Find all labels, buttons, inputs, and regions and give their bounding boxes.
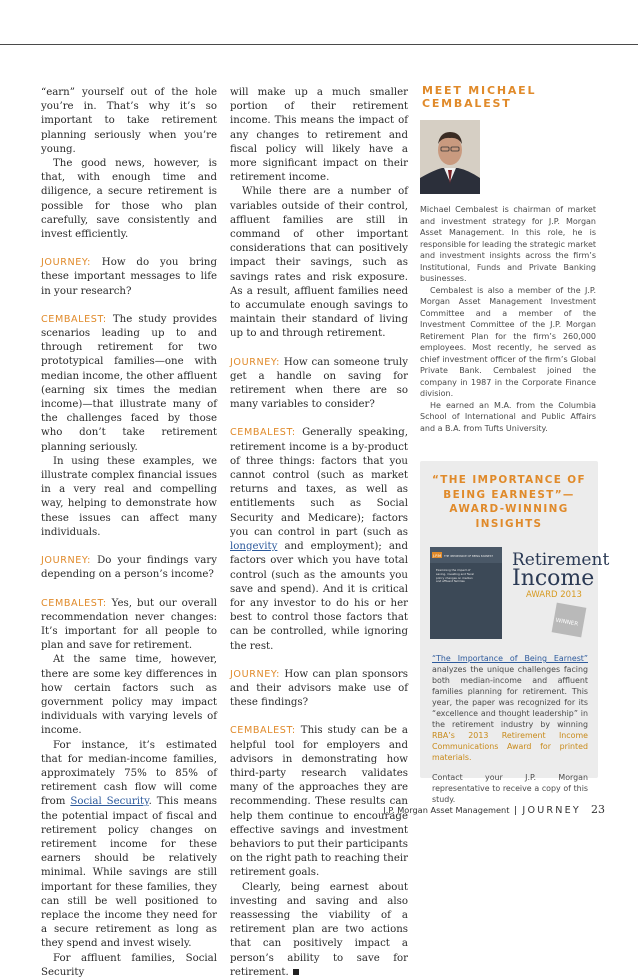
end-of-article-mark <box>293 969 299 975</box>
paragraph: In using these examples, we illustrate complex financial issues in a very real and compelling way, helping to demonstrate how these issues can affect many individuals. <box>41 455 217 538</box>
interviewer-label: JOURNEY: <box>41 555 91 567</box>
award-box <box>420 461 610 804</box>
article-column-2 <box>230 86 408 980</box>
question <box>230 668 408 711</box>
question-text: How do you bring these important messages to life in your research? <box>41 257 217 297</box>
paragraph: will make up a much smaller portion of their retirement income. This means the impact of any changes to retirement and fiscal policy will likely have a more significant impact on their retirement income. <box>230 87 408 184</box>
logo-line-2: Income <box>512 566 595 591</box>
question-text: Do your findings vary depending on a person’s income? <box>41 555 217 581</box>
paragraph: At the same time, however, there are some key differences in how certain factors such as government policy may impact individuals with varying levels of income. <box>41 654 217 737</box>
question <box>41 554 217 582</box>
question <box>230 356 408 413</box>
retirement-income-award-logo <box>508 543 610 643</box>
sidebar-title: MEET MICHAEL CEMBALEST <box>422 84 537 110</box>
publisher-name: J.P. Morgan Asset Management <box>383 805 510 815</box>
header-rule <box>0 44 638 45</box>
interviewee-label: CEMBALEST: <box>41 313 107 325</box>
paragraph-text: For instance, it’s estimated that for median-income families, approximately 75% to 85% of retirement cash flow will come from <box>41 739 217 808</box>
report-title-link[interactable]: “The Importance of Being Earnest” <box>432 654 588 663</box>
contact-paragraph: Contact your J.P. Morgan representative to receive a copy of this study. <box>432 773 588 804</box>
biography <box>420 204 596 434</box>
answer <box>230 724 408 880</box>
report-cover-image <box>430 547 502 639</box>
page-footer <box>383 803 605 816</box>
bio-paragraph: Michael Cembalest is chairman of market and investment strategy for J.P. Morgan Asset Management. In this role, he is responsible for leading the strategic market and investment insights across the firm’s Institutional, Funds and Private Banking businesses. <box>420 205 596 283</box>
answer <box>41 597 217 654</box>
interviewee-label: CEMBALEST: <box>230 725 296 737</box>
interviewee-label: CEMBALEST: <box>230 427 296 439</box>
paragraph: The good news, however, is that, with enough time and diligence, a secure retirement is possible for those who plan carefully, save consistently and invest efficiently. <box>41 158 217 241</box>
award-highlight: RBA’s 2013 Retirement Income Communications Award for printed materials. <box>432 731 588 762</box>
logo-badge: WINNER <box>555 617 579 628</box>
paragraph-text: . This means the potential impact of fiscal and retirement policy changes on retirement income for these earners should be relatively minimal. While savings are still important for these families, they can still be well positioned to replace the income they need for a secure retirement as long as they spend and invest wisely. <box>41 796 217 950</box>
answer-text: Generally speaking, retirement income is a by-product of three things: factors that you cannot control (such as market returns and taxes, as well as entitlements such as Social Security and Medicare); factors you can control in part (such as <box>230 427 408 538</box>
logo-line-1: Retirement <box>512 550 610 570</box>
award-title: “THE IMPORTANCE OF BEING EARNEST”— AWARD-WINNING INSIGHTS <box>431 474 586 530</box>
page-number: 23 <box>591 803 605 816</box>
interviewer-label: JOURNEY: <box>230 356 280 368</box>
longevity-link[interactable]: longevity <box>230 541 278 553</box>
portrait-photo <box>420 120 480 194</box>
paragraph: While there are a number of variables outside of their control, affluent families are still in command of other important considerations that can positively impact their savings, such as savings rates and risk exposure. As a result, affluent families need to accumulate enough savings to maintain their standard of living up to and through retirement. <box>230 186 408 340</box>
interviewee-label: CEMBALEST: <box>41 597 107 609</box>
paragraph: “earn” yourself out of the hole you’re in. That’s why it’s so important to take retirement planning seriously when you’re young. <box>41 87 217 155</box>
interviewer-label: JOURNEY: <box>41 257 91 269</box>
question-text: How can plan sponsors and their advisors make use of these findings? <box>230 668 408 709</box>
award-text: analyzes the unique challenges facing both median-income and affluent families planning for retirement. This year, the paper was recognized for its “excellence and thought leadership” in the retirement industry by winning <box>432 665 588 729</box>
bio-paragraph: He earned an M.A. from the Columbia School of International and Public Affairs and a B.A. from Tufts University. <box>420 400 596 433</box>
cover-tag: J.P.M <box>433 554 442 558</box>
top-header-band <box>38 0 638 46</box>
answer-text: The study provides scenarios leading up to and through retirement for two prototypical families—one with median income, the other affluent (earning six times the median income)—that illustrate many of the challenges faced by those who don’t take retirement planning seriously. <box>41 313 217 453</box>
award-logo-illustration <box>508 543 610 643</box>
answer-text: and employment); and factors over which you have total control (such as the amounts you save and spend). And it is critical for any investor to do his or her best to control those factors that can be controlled, while ignoring the rest. <box>230 541 408 652</box>
question-text: How can someone truly get a handle on saving for retirement when there are so many variables to consider? <box>230 356 408 411</box>
award-description <box>432 653 588 805</box>
question <box>41 256 217 299</box>
cover-title: THE IMPORTANCE OF BEING EARNEST <box>444 555 493 558</box>
answer <box>230 426 408 653</box>
article-column-1 <box>41 86 217 980</box>
social-security-link[interactable]: Social Security <box>70 796 149 808</box>
paragraph <box>41 739 217 952</box>
cover-subtitle: Examining the impact of saving, investing and fiscal policy changes on median and affluent families <box>436 568 475 584</box>
answer-text: Yes, but our overall recommendation never changes: It’s important for all people to plan and save for retirement. <box>41 597 217 652</box>
interviewer-label: JOURNEY: <box>230 668 280 680</box>
portrait-illustration <box>420 120 480 194</box>
paragraph <box>230 881 408 980</box>
paragraph-text: Clearly, being earnest about investing and saving and also reassessing the viability of a retirement plan are two actions that can positively impact a person’s ability to save for retirement. <box>230 881 408 978</box>
answer <box>41 313 217 455</box>
award-paragraph <box>432 653 588 763</box>
footer-divider <box>515 806 516 815</box>
bio-paragraph: Cembalest is also a member of the J.P. Morgan Asset Management Investment Committee and a member of the Investment Committee of the J.P. Morgan Retirement Plan for the firm’s 260,000 employees. Most recently, he served as chief investment officer of the firm’s Global Private Bank. Cembalest joined the company in 1987 in the Corporate Finance division. <box>420 285 596 398</box>
report-cover-illustration <box>430 547 502 639</box>
logo-line-3: AWARD 2013 <box>526 590 582 600</box>
paragraph: For affluent families, Social Security <box>41 952 217 978</box>
answer-text: This study can be a helpful tool for employers and advisors in demonstrating how third-party research validates many of the approaches they are recommending. These results can help them continue to encourage effective savings and investment behaviors to put their participants on the right path to reaching their retirement goals. <box>230 725 408 879</box>
magazine-name: JOURNEY <box>522 805 581 816</box>
profile-sidebar <box>420 84 596 434</box>
